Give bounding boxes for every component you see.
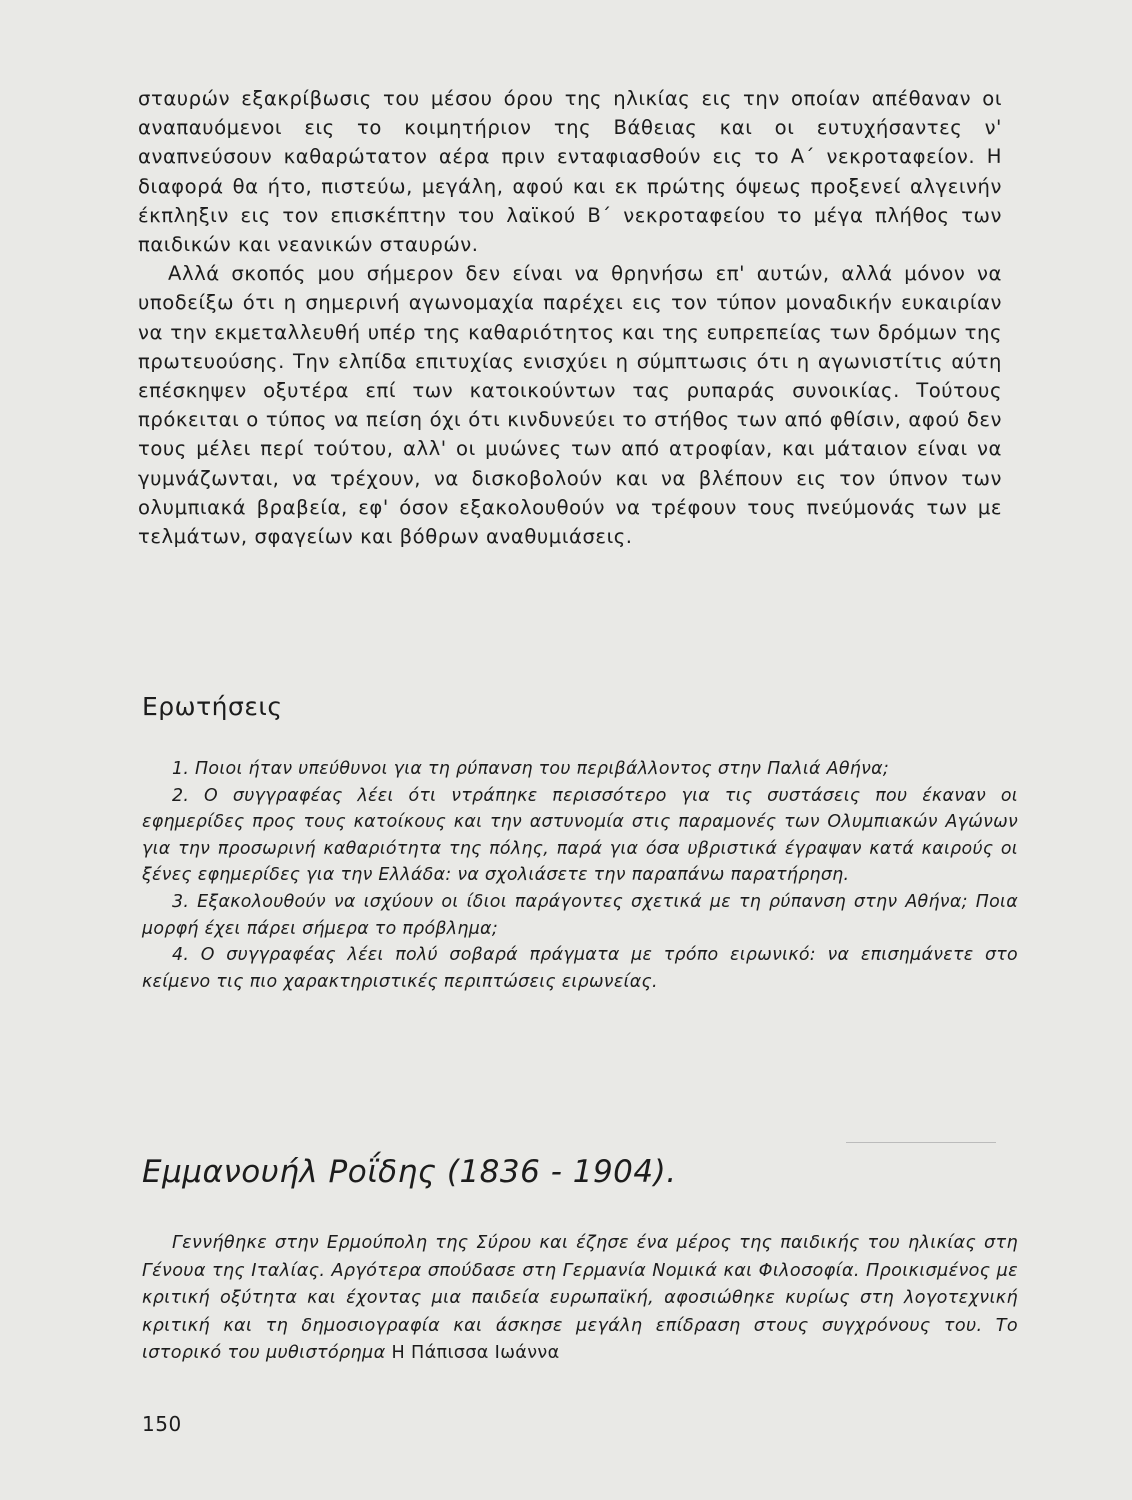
author-title: Εμμανουήλ Ροΐδης (1836 - 1904). <box>142 1154 677 1190</box>
paragraph-2: Αλλά σκοπός μου σήμερον δεν είναι να θρηνήσω επ' αυτών, αλλά μόνον να υποδείξω ότι η σημερινή αγωνομαχία παρέχει εις τον τύπον μοναδικήν ευκαιρίαν να την εκμεταλλευθή υπέρ της καθαριότητος και της ευπρεπείας των δρόμων της πρωτευούσης. Την ελπίδα επιτυχίας ενισχύει η σύμπτωσις ότι η αγωνιστίτις αύτη επέσκηψεν οξυτέρα επί των κατοικούντων τας ρυπαράς συνοικίας. Τούτους πρόκειται ο τύπος να πείση όχι ότι κινδυνεύει το στήθος των από φθίσιν, αφού δεν τους μέλει περί τούτου, αλλ' οι μυώνες των από ατροφίαν, και μάταιον είναι να γυμνάζωνται, να τρέχουν, να δισκοβολούν και να βλέπουν εις τον ύπνον των ολυμπιακά βραβεία, εφ' όσον εξακολουθούν να τρέφουν τους πνεύμονάς των με τελμάτων, σφαγείων και βόθρων αναθυμιάσεις. <box>138 262 1002 549</box>
paragraph-1: σταυρών εξακρίβωσις του μέσου όρου της ηλικίας εις την οποίαν απέθαναν οι αναπαυόμενοι εις το κοιμητήριον της Βάθειας και οι ευτυχήσαντες ν' αναπνεύσουν καθαρώτατον αέρα πριν ενταφιασθούν εις το Α΄ νεκροταφείον. Η διαφορά θα ήτο, πιστεύω, μεγάλη, αφού και εκ πρώτης όψεως προξενεί αλγεινήν έκπληξιν εις τον επισκέπτην του λαϊκού Β΄ νεκροταφείου το μέγα πλήθος των παιδικών και νεανικών σταυρών. <box>138 87 1002 257</box>
question-4: 4. Ο συγγραφέας λέει πολύ σοβαρά πράγματα με τρόπο ειρωνικό: να επισημάνετε στο κείμενο τις πιο χαρακτηριστικές περιπτώσεις ειρωνείας. <box>142 945 1018 992</box>
divider <box>846 1142 996 1143</box>
work-title: Η Πάπισσα Ιωάννα <box>391 1343 560 1364</box>
question-1: 1. Ποιοι ήταν υπεύθυνοι για τη ρύπανση του περιβάλλοντος στην Παλιά Αθήνα; <box>172 759 890 779</box>
author-bio <box>142 1230 1018 1368</box>
questions-list <box>142 756 1018 995</box>
question-3: 3. Εξακολουθούν να ισχύουν οι ίδιοι παράγοντες σχετικά με τη ρύπανση στην Αθήνα; Ποια μορφή έχει πάρει σήμερα το πρόβλημα; <box>142 891 1018 939</box>
author-bio-text: Γεννήθηκε στην Ερμούπολη της Σύρου και έζησε ένα μέρος της παιδικής του ηλικίας στη Γένουα της Ιταλίας. Αργότερα σπούδασε στη Γερμανία Νομικά και Φιλοσοφία. Προικισμένος με κριτική οξύτητα και έχοντας μια παιδεία ευρωπαϊκή, αφοσιώθηκε κυρίως στη λογοτεχνική κριτική και τη δημοσιογραφία και άσκησε μεγάλη επίδραση στους συγχρόνους του. Το ιστορικό του μυθιστόρημα <box>142 1233 1018 1364</box>
questions-heading: Ερωτήσεις <box>142 692 283 721</box>
question-2: 2. Ο συγγραφέας λέει ότι ντράπηκε περισσότερο για τις συστάσεις που έκαναν οι εφημερίδες προς τους κατοίκους και την αστυνομία στις παραμονές των Ολυμπιακών Αγώνων για την προσωρινή καθαριότητα της πόλης, παρά για όσα υβριστικά έγραψαν κατά καιρούς οι ξένες εφημερίδες για την Ελλάδα: να σχολιάσετε την παραπάνω παρατήρηση. <box>142 785 1018 886</box>
page-number: 150 <box>142 1412 182 1436</box>
main-text <box>138 84 1002 551</box>
